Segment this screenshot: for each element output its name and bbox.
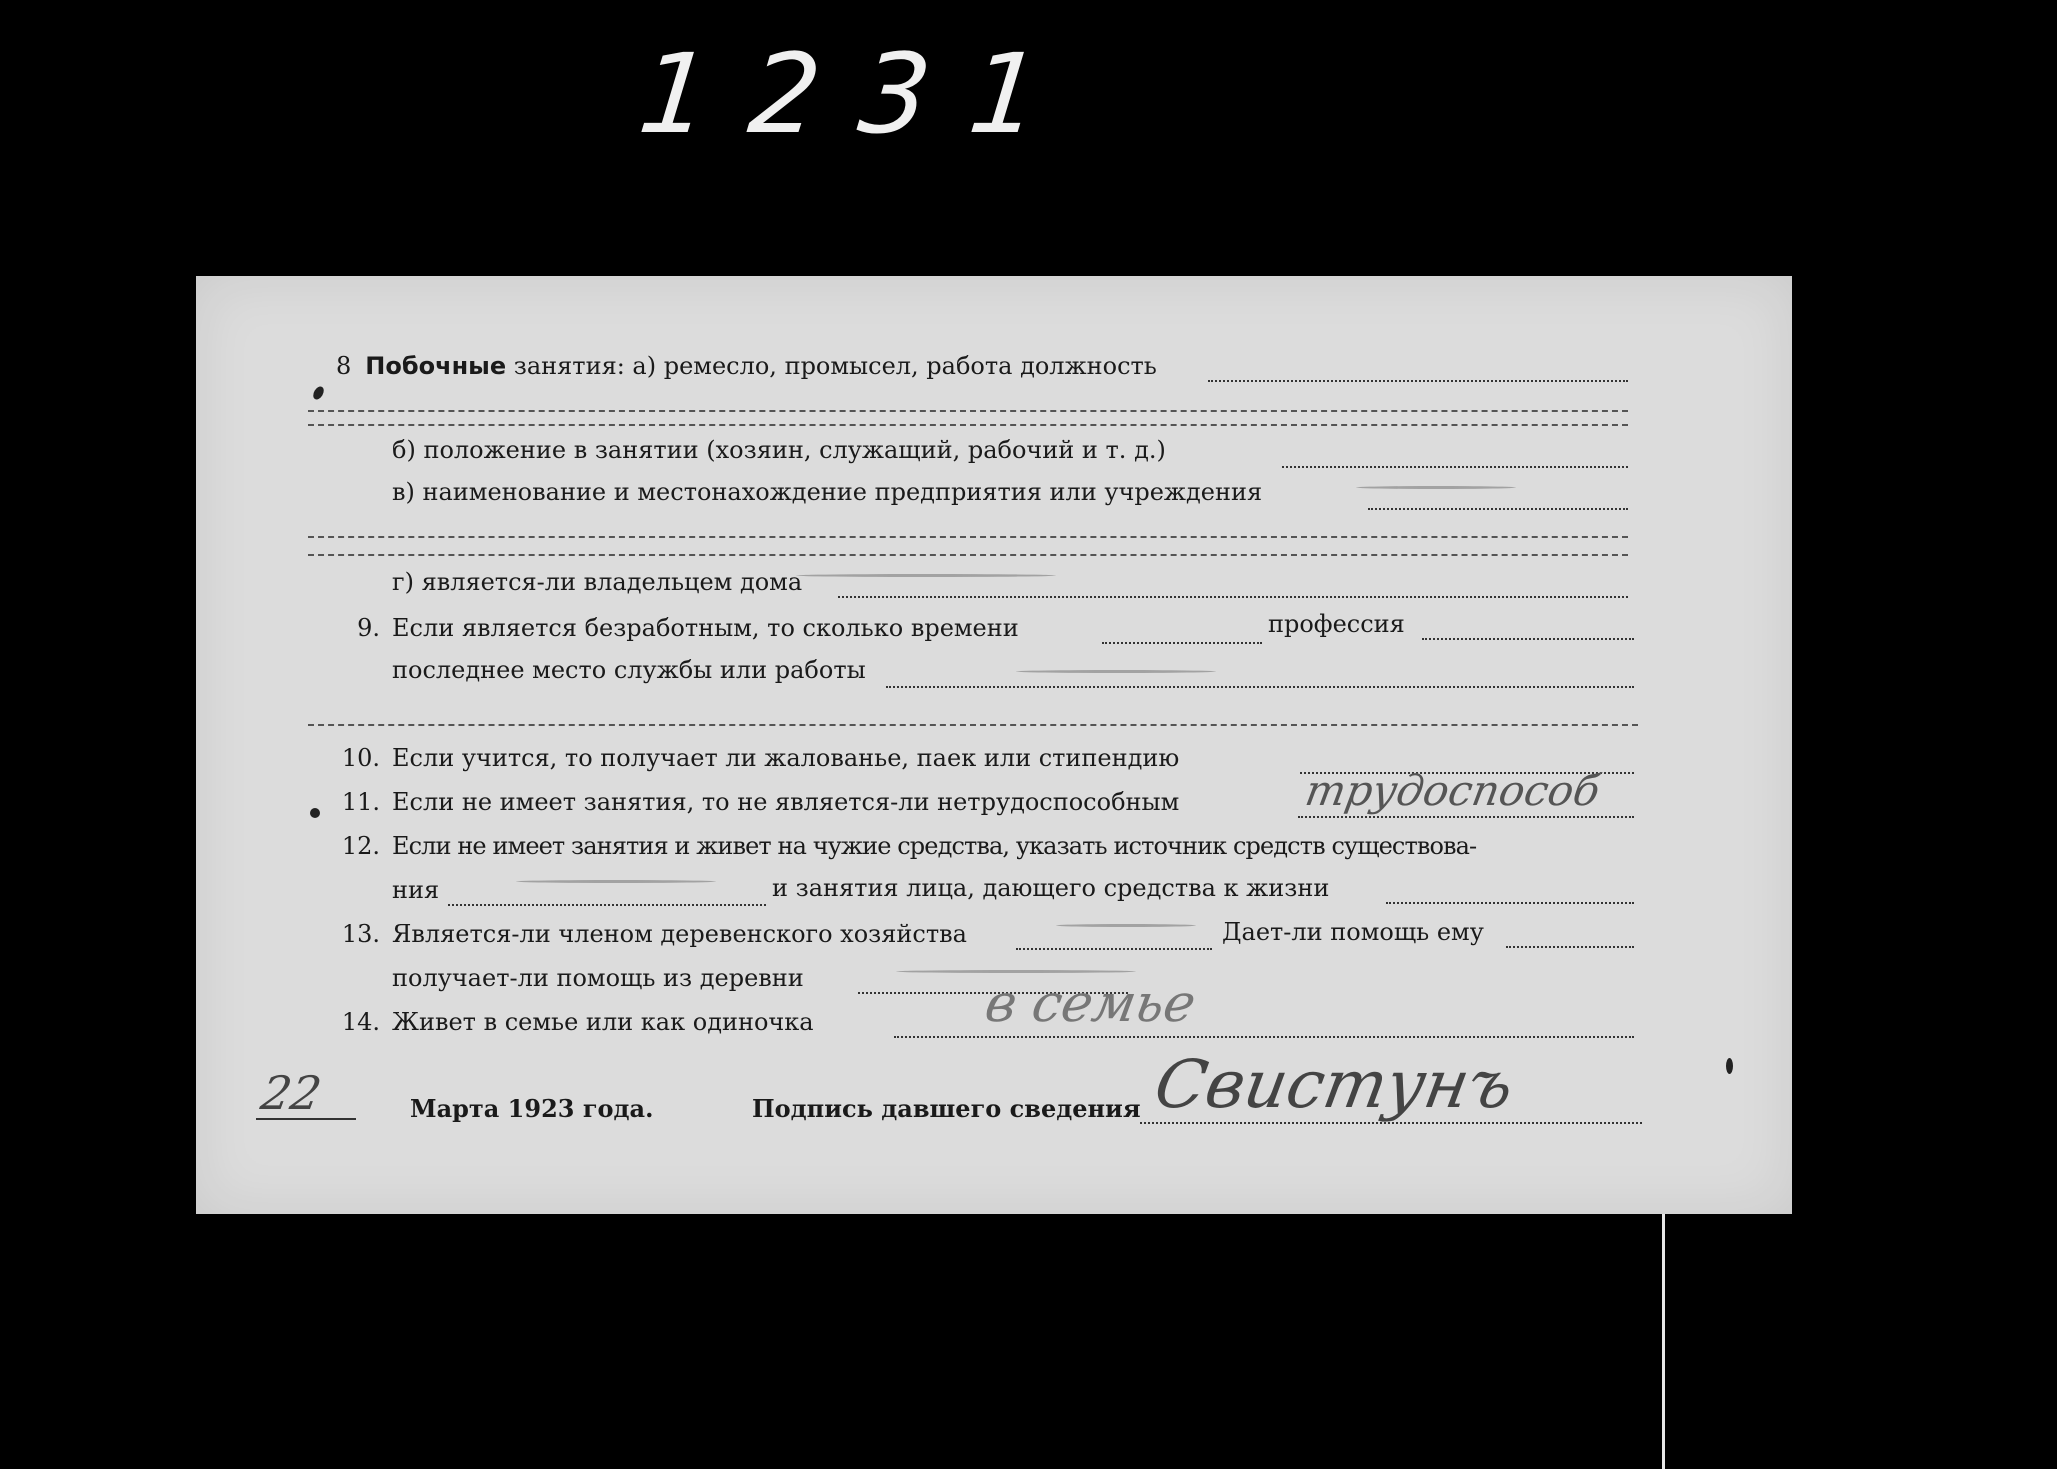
pencil-stroke <box>1356 486 1516 489</box>
question-9 <box>336 614 1019 642</box>
q11-fill-line <box>1298 816 1634 818</box>
q8-b-fill-line <box>1282 466 1628 468</box>
q13-number: 13. <box>341 920 380 948</box>
q11-handwritten-answer: трудоспособ <box>1301 766 1604 815</box>
q8-v-continuation-line-2 <box>308 554 1628 556</box>
pencil-stroke <box>796 574 1056 577</box>
q8-a-text: занятия: а) ремесло, промысел, работа должность <box>506 352 1157 380</box>
q11-number: 11. <box>341 788 380 816</box>
frame-number: 1231 <box>633 30 1087 158</box>
q12-occupation-fill-line <box>1386 902 1634 904</box>
q9-b-text: последнее место службы или работы <box>392 656 866 684</box>
ink-blot <box>1726 1058 1733 1074</box>
question-10 <box>336 744 1179 772</box>
pencil-stroke <box>1056 924 1196 927</box>
q9-number: 9. <box>357 614 380 642</box>
q8-g-fill-line <box>838 596 1628 598</box>
q13-b-text: получает-ли помощь из деревни <box>392 964 804 992</box>
q9-time-fill-line <box>1102 642 1262 644</box>
pencil-stroke <box>1016 670 1216 673</box>
q8-b-text: б) положение в занятии (хозяин, служащий, рабочий и т. д.) <box>392 436 1166 464</box>
q8-a-fill-line <box>1208 380 1628 382</box>
q9-a-text: Если является безработным, то сколько времени <box>392 614 1019 642</box>
q8-v-continuation-line <box>308 536 1628 538</box>
q12-b1-text: ния <box>392 876 440 904</box>
date-day-handwritten: 22 <box>257 1066 326 1120</box>
signature-label: Подпись давшего сведения <box>752 1094 1141 1123</box>
q9-b-continuation-line <box>308 724 1638 726</box>
q9-b-fill-line <box>886 686 1634 688</box>
q13-help-fill-line <box>1506 946 1634 948</box>
question-13 <box>336 920 967 948</box>
q13-member-fill-line <box>1016 948 1212 950</box>
q12-a-text: Если не имеет занятия и живет на чужие средства, указать источник средств существова- <box>392 832 1477 860</box>
ink-blot <box>311 385 326 402</box>
q8-v-text: в) наименование и местонахождение предприятия или учреждения <box>392 478 1263 506</box>
q8-a-continuation-line-2 <box>308 424 1628 426</box>
q8-v-fill-line <box>1368 508 1628 510</box>
q9-profession-label: профессия <box>1268 610 1405 638</box>
question-12 <box>336 832 1476 860</box>
ink-blot <box>310 808 320 818</box>
question-14 <box>336 1008 814 1036</box>
q14-text: Живет в семье или как одиночка <box>392 1008 814 1036</box>
date-day-fill-line <box>256 1118 356 1120</box>
q14-number: 14. <box>341 1008 380 1036</box>
q12-number: 12. <box>341 832 380 860</box>
date-text: Марта 1923 года. <box>410 1094 654 1123</box>
q14-handwritten-answer: в семье <box>980 974 1201 1034</box>
q8-a-continuation-line <box>308 410 1628 412</box>
pencil-stroke <box>896 970 1136 973</box>
signature-handwritten: Свистунъ <box>1149 1046 1520 1123</box>
q13-a-text: Является-ли членом деревенского хозяйства <box>392 920 967 948</box>
q10-number: 10. <box>341 744 380 772</box>
q12-b2-text: и занятия лица, дающего средства к жизни <box>772 874 1330 902</box>
q12-source-fill-line <box>448 904 766 906</box>
q8-title: Побочные <box>365 352 507 380</box>
q8-g-text: г) является-ли владельцем дома <box>392 568 803 596</box>
census-form-card <box>196 276 1792 1214</box>
q11-text: Если не имеет занятия, то не является-ли нетрудоспособным <box>392 788 1180 816</box>
q13-help-label: Дает-ли помощь ему <box>1222 918 1484 946</box>
film-scratch <box>1662 1214 1665 1469</box>
q10-text: Если учится, то получает ли жалованье, паек или стипендию <box>392 744 1180 772</box>
question-11 <box>336 788 1179 816</box>
question-8 <box>336 352 1157 380</box>
pencil-stroke <box>516 880 716 883</box>
q9-profession-fill-line <box>1422 638 1634 640</box>
q8-number: 8 <box>336 352 352 380</box>
q14-fill-line <box>894 1036 1634 1038</box>
